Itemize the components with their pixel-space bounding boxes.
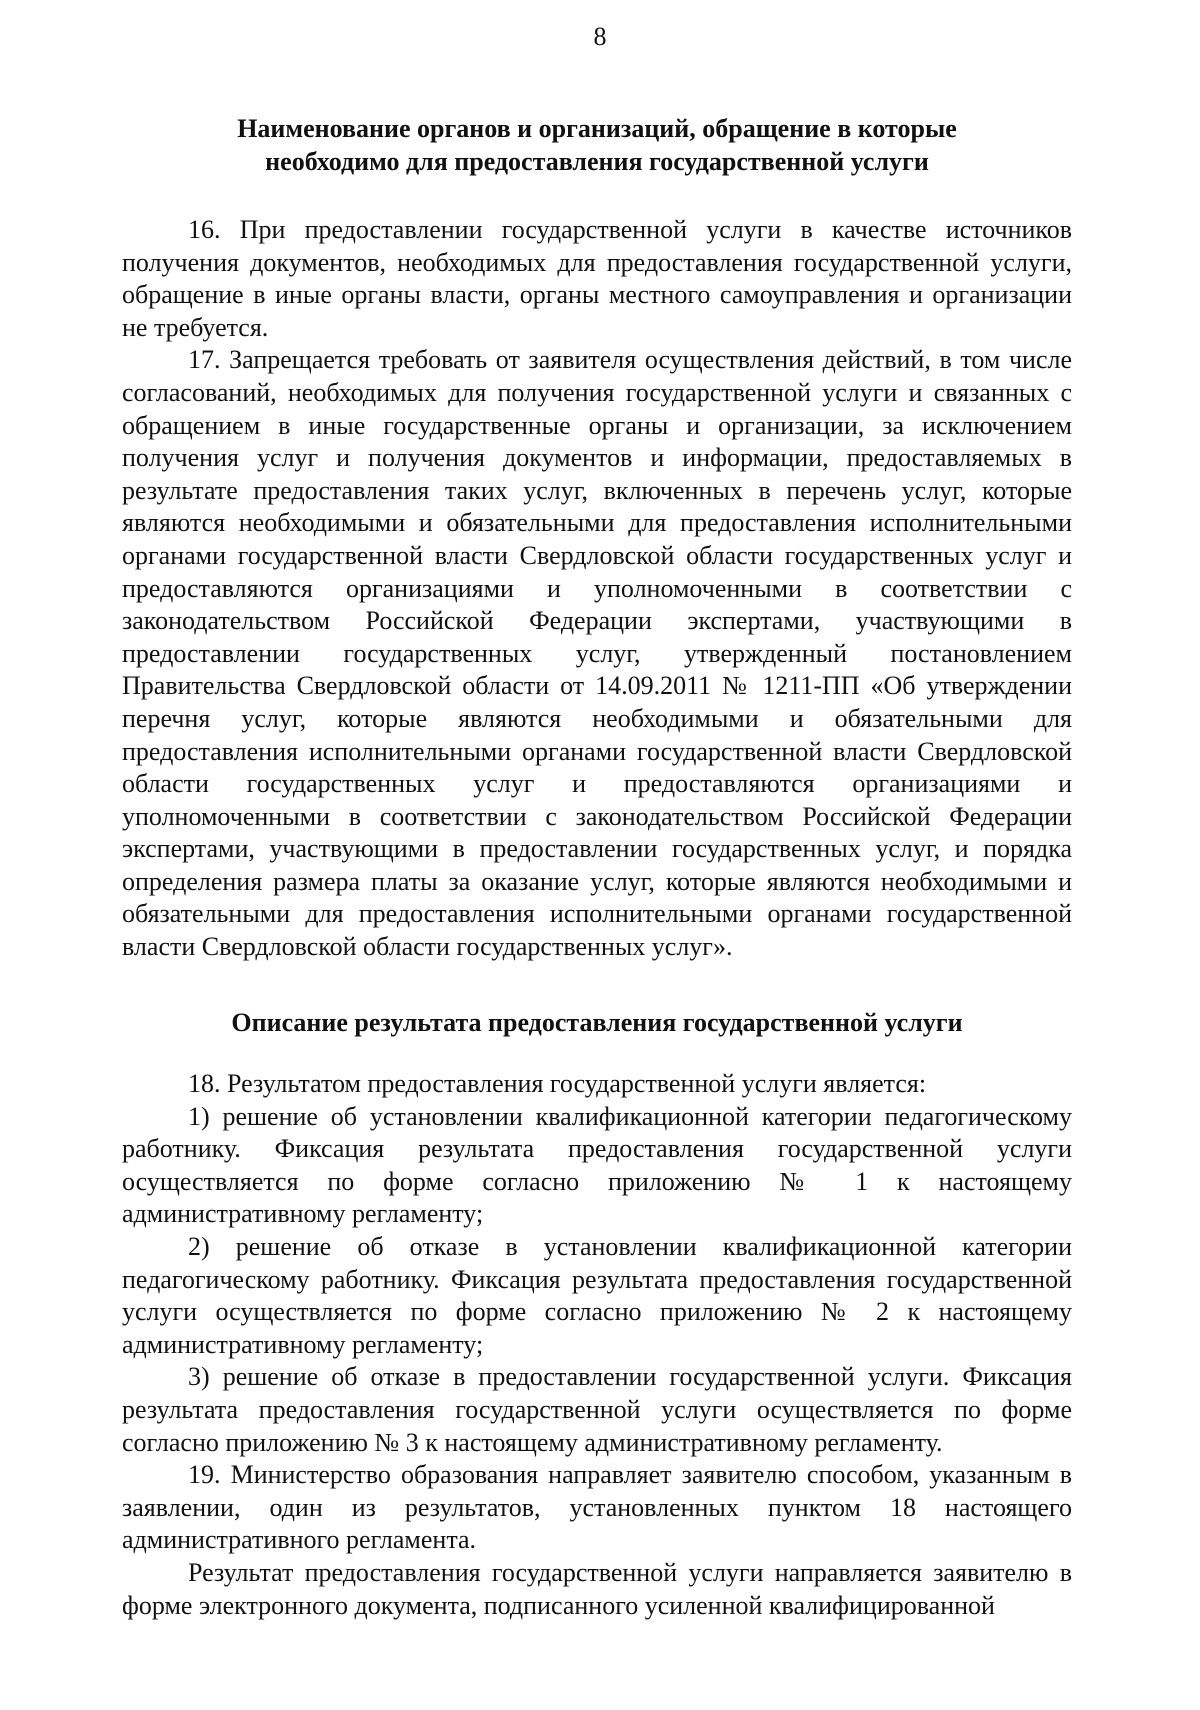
- paragraph-19-continued: Результат предоставления государственной услуги направляется заявителю в форме электронного документа, подписанного усиленной квалифицированной: [122, 1557, 1072, 1620]
- paragraph-17: 17. Запрещается требовать от заявителя осуществления действий, в том числе согласований, необходимых для получения государственной услуги и связанных с обращением в иные государственные органы и организации, за исключением получения услуг и получения документов и информации, предоставляемых в результате предоставления таких услуг, включенных в перечень услуг, которые являются необходимыми и обязательными для предоставления исполнительными органами государственной власти Свердловской области государственных услуг и предоставляются организациями и уполномоченными в соответствии с законодательством Российской Федерации экспертами, участвующими в предоставлении государственных услуг, утвержденный постановлением Правительства Свердловской области от 14.09.2011 № 1211-ПП «Об утверждении перечня услуг, которые являются необходимыми и обязательными для предоставления исполнительными органами государственной власти Свердловской области государственных услуг и предоставляются организациями и уполномоченными в соответствии с законодательством Российской Федерации экспертами, участвующими в предоставлении государственных услуг, и порядка определения размера платы за оказание услуг, которые являются необходимыми и обязательными для предоставления исполнительными органами государственной власти Свердловской области государственных услуг».: [122, 345, 1072, 962]
- section-heading-result: Описание результата предоставления государственной услуги: [231, 1008, 963, 1037]
- page-number: 8: [593, 22, 607, 51]
- section-body-organizations: [122, 214, 1072, 964]
- paragraph-19: 19. Министерство образования направляет заявителю способом, указанным в заявлении, один из результатов, установленных пунктом 18 настоящего административного регламента.: [122, 1460, 1072, 1555]
- paragraph-18-item-3: 3) решение об отказе в предоставлении государственной услуги. Фиксация результата предоставления государственной услуги осуществляется по форме согласно приложению № 3 к настоящему административному регламенту.: [122, 1362, 1072, 1457]
- section-heading-organizations: [122, 112, 1072, 178]
- paragraph-18: 18. Результатом предоставления государственной услуги является:: [188, 1069, 927, 1098]
- paragraph-18-item-1: 1) решение об установлении квалификационной категории педагогическому работнику. Фиксация результата предоставления государственной услуги осуществляется по форме согласно приложению № 1 к настоящему административному регламенту;: [122, 1101, 1072, 1229]
- section-body-result: [122, 1068, 1072, 1622]
- section-heading-line: необходимо для предоставления государственной услуги: [265, 147, 929, 176]
- paragraph-16: 16. При предоставлении государственной услуги в качестве источников получения документов, необходимых для предоставления государственной услуги, обращение в иные органы власти, органы местного самоуправления и организации не требуется.: [122, 215, 1072, 342]
- paragraph-18-item-2: 2) решение об отказе в установлении квалификационной категории педагогическому работнику. Фиксация результата предоставления государственной услуги осуществляется по форме согласно приложению № 2 к настоящему административному регламенту;: [122, 1231, 1072, 1359]
- section-heading-line: Наименование органов и организаций, обращение в которые: [237, 114, 957, 143]
